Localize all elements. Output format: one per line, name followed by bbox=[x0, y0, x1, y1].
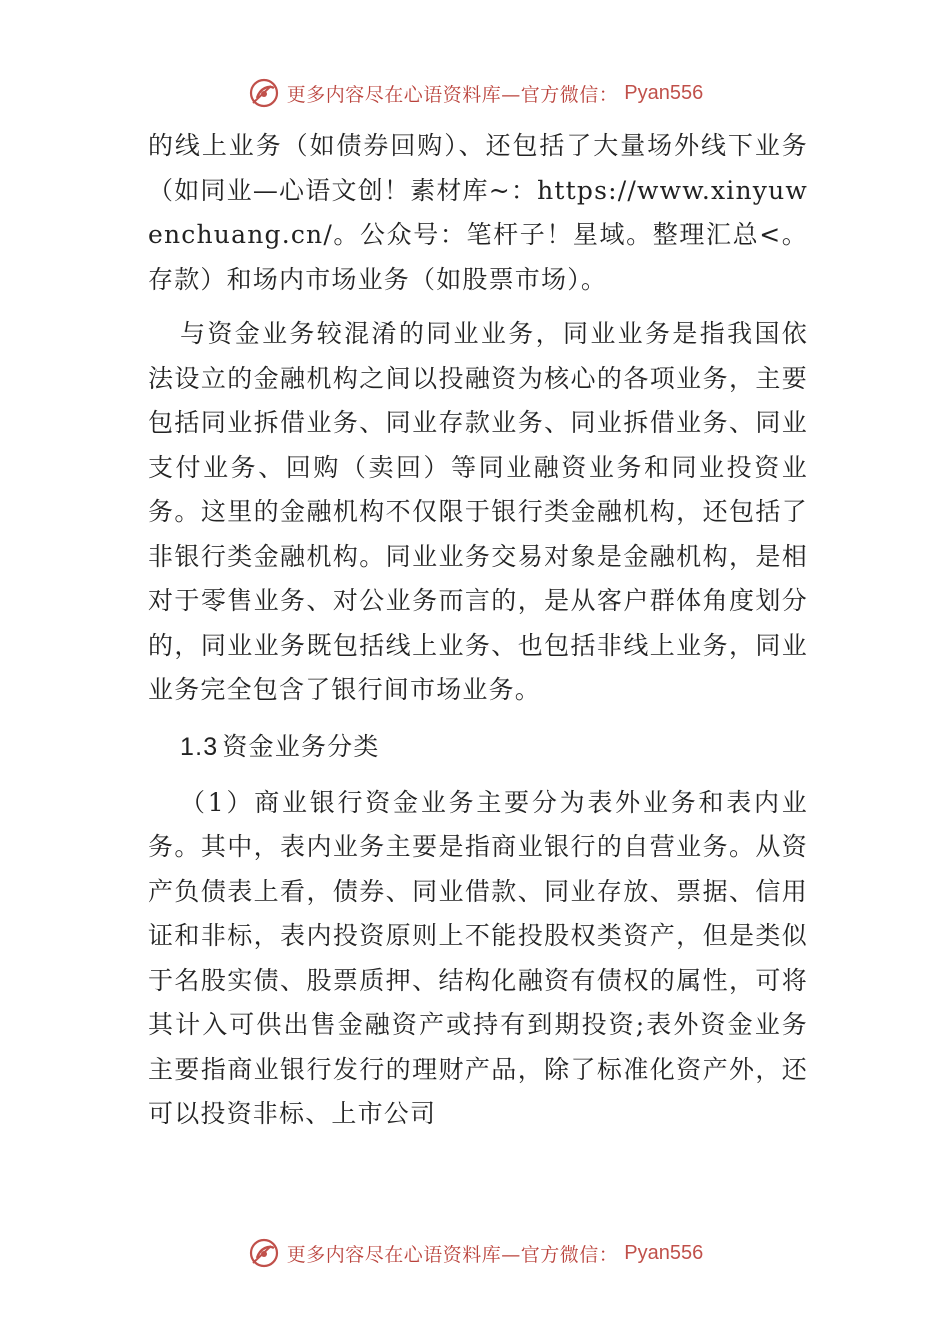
watermark-wechat-id: Pyan556 bbox=[624, 1241, 704, 1264]
header-watermark bbox=[0, 70, 950, 116]
section-heading bbox=[148, 725, 808, 769]
footer-watermark bbox=[0, 1230, 950, 1276]
watermark-text: 更多内容尽在心语资料库—官方微信： bbox=[286, 1243, 619, 1266]
document-body bbox=[148, 124, 808, 1137]
section-title: 资金业务分类 bbox=[222, 731, 380, 761]
watermark-logo-icon bbox=[247, 76, 281, 110]
paragraph-fund-business-classification: （1）商业银行资金业务主要分为表外业务和表内业务。其中，表内业务主要是指商业银行的自营业务。从资产负债表上看，债券、同业借款、同业存放、票据、信用证和非标，表内投资原则上不能投股权类资产，但是类似于名股实债、股票质押、结构化融资有债权的属性，可将其计入可供出售金融资产或持有到期投资;表外资金业务主要指商业银行发行的理财产品，除了标准化资产外，还可以投资非标、上市公司 bbox=[148, 787, 808, 1128]
paragraph-continuation: 的线上业务（如债券回购）、还包括了大量场外线下业务（如同业—心语文创！素材库~：https://www.xinyuwenchuang.cn/。公众号：笔杆子！星域。整理汇总<。存款）和场内市场业务（如股票市场）。 bbox=[148, 131, 808, 294]
section-number: 1.3 bbox=[180, 732, 219, 761]
watermark-logo-icon bbox=[247, 1236, 281, 1270]
watermark-text: 更多内容尽在心语资料库—官方微信： bbox=[286, 83, 619, 106]
watermark-wechat-id: Pyan556 bbox=[624, 81, 704, 104]
paragraph-interbank-business: 与资金业务较混淆的同业业务，同业业务是指我国依法设立的金融机构之间以投融资为核心的各项业务，主要包括同业拆借业务、同业存款业务、同业拆借业务、同业支付业务、回购（卖回）等同业融资业务和同业投资业务。这里的金融机构不仅限于银行类金融机构，还包括了非银行类金融机构。同业业务交易对象是金融机构，是相对于零售业务、对公业务而言的，是从客户群体角度划分的，同业业务既包括线上业务、也包括非线上业务，同业业务完全包含了银行间市场业务。 bbox=[148, 319, 808, 704]
